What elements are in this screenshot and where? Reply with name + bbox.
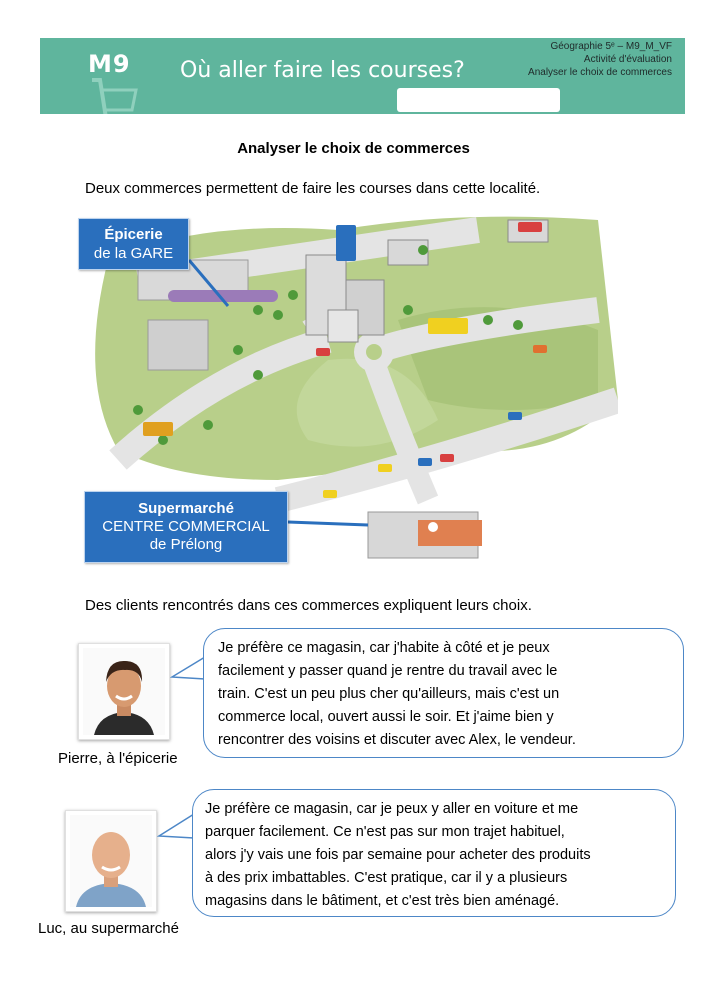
epicerie-title: Épicerie (104, 226, 163, 243)
banner-top-edge (40, 32, 685, 38)
pierre-speech-bubble (203, 628, 684, 758)
module-number: M9 (88, 50, 131, 78)
speech-bubble-tail (170, 655, 206, 685)
student-name-field[interactable] (397, 88, 560, 112)
meta-course: Géographie 5ᵉ – M9_M_VF (550, 41, 672, 52)
epicerie-subtitle: de la GARE (93, 245, 174, 262)
quote-line: Je préfère ce magasin, car je peux y aller en voiture et me (205, 801, 579, 817)
pierre-caption: Pierre, à l'épicerie (58, 750, 178, 767)
quote-line: Je préfère ce magasin, car j'habite à côté et je peux (218, 640, 550, 656)
supermarche-title: Supermarché (138, 500, 234, 517)
quote-line: alors j'y vais une fois par semaine pour acheter des produits (205, 847, 591, 863)
epicerie-label (78, 218, 189, 270)
luc-caption: Luc, au supermarché (38, 920, 179, 937)
supermarche-label (84, 491, 288, 563)
quote-line: parquer facilement. Ce n'est pas sur mon trajet habituel, (205, 824, 565, 840)
quote-line: facilement y passer quand je rentre du travail avec le (218, 663, 558, 679)
quote-line: train. C'est un peu plus cher qu'ailleurs, mais c'est un (218, 686, 560, 702)
pierre-photo (78, 643, 170, 740)
speech-bubble-tail (157, 812, 195, 842)
supermarche-subtitle: CENTRE COMMERCIAL (102, 518, 270, 535)
luc-photo (65, 810, 157, 912)
section-heading: Analyser le choix de commerces (237, 140, 470, 157)
header-meta (528, 40, 672, 79)
quote-line: magasins dans le bâtiment, et c'est très bien aménagé. (205, 893, 560, 909)
intro-text: Deux commerces permettent de faire les courses dans cette localité. (85, 180, 541, 197)
page-title: Où aller faire les courses? (180, 58, 465, 83)
portrait-illustration (66, 811, 156, 911)
meta-activity: Activité d'évaluation (583, 54, 672, 65)
luc-speech-bubble (192, 789, 676, 917)
supermarche-location: de Prélong (149, 536, 223, 553)
quote-line: à des prix imbattables. C'est pratique, car il y a plusieurs (205, 870, 568, 886)
portrait-illustration (79, 644, 169, 739)
shopping-cart-icon (90, 72, 138, 118)
quote-line: commerce local, ouvert aussi le soir. Et j'aime bien y (218, 709, 554, 725)
quote-line: rencontrer des voisins et discuter avec Alex, le vendeur. (218, 732, 576, 748)
meta-topic: Analyser le choix de commerces (528, 67, 672, 78)
clients-intro-text: Des clients rencontrés dans ces commerces expliquent leurs choix. (85, 597, 532, 614)
banner-bottom-edge (40, 114, 685, 118)
